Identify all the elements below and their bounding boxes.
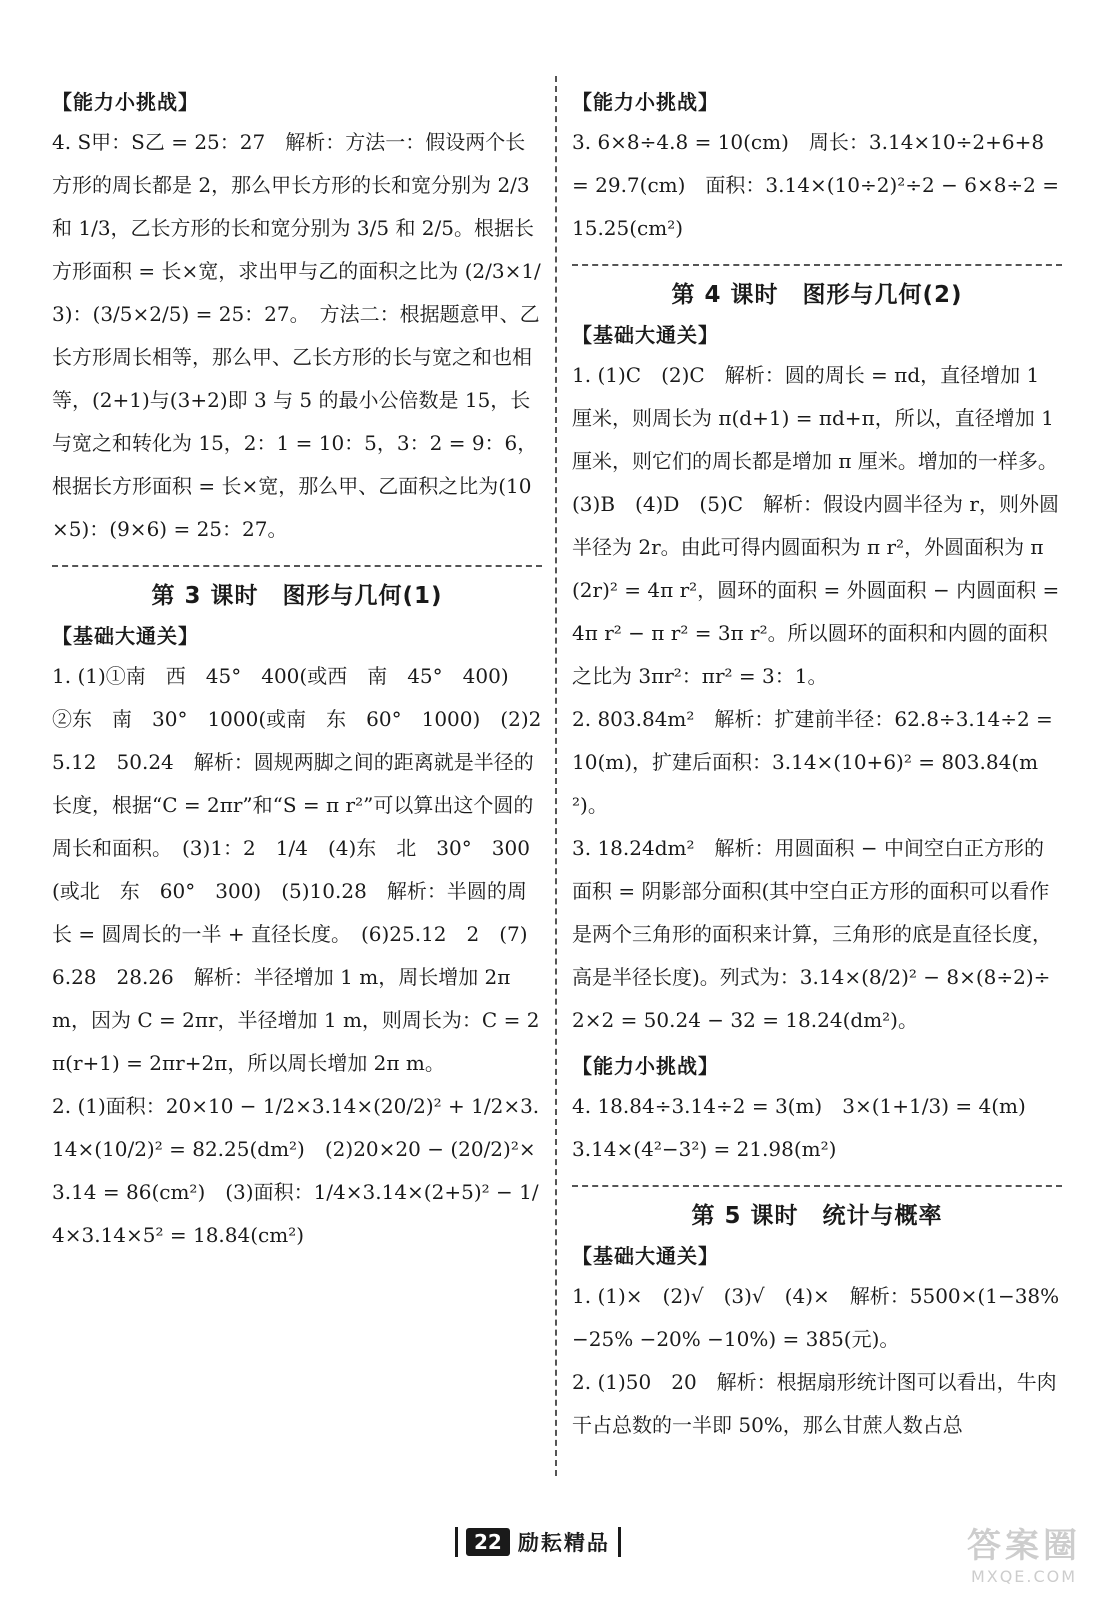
challenge-tag: 【能力小挑战】 [572,90,719,114]
basic-tag: 【基础大通关】 [52,624,199,648]
answer-4: 4. S甲：S乙 = 25：27 解析：方法一：假设两个长方形的周长都是 2，那么甲长方形的长和宽分别为 2/3 和 1/3，乙长方形的长和宽分别为 3/5 和 2/5。根据长方形面积 = 长×宽，求出甲与乙的面积之比为 (2/3×1/3)：(3/5×2/5) = 25：27。 方法二：根据题意甲、乙长方形周长相等，那么甲、乙长方形的长与宽之和也相等，(2+1)与(3+2)即 3 与 5 的最小公倍数是 15，长与宽之和转化为 15，2：1 = 10：5，3：2 = 9：6，根据长方形面积 = 长×宽，那么甲、乙面积之比为(10×5)：(9×6) = 25：27。 [52,130,541,541]
answer-1: 1. (1)C (2)C 解析：圆的周长 = πd，直径增加 1 厘米，则周长为 π(d+1) = πd+π，所以，直径增加 1 厘米，则它们的周长都是增加 π 厘米。增加的一样多。 (3)B (4)D (5)C 解析：假设内圆半径为 r，则外圆半径为 2r。由此可得内圆面积为 π r²，外圆面积为 π(2r)² = 4π r²，圆环的面积 = 外圆面积 − 内圆面积 = 4π r² − π r² = 3π r²。所以圆环的面积和内圆的面积之比为 3πr²：πr² = 3：1。 [572,363,1068,688]
watermark-url: MXQE.COM [970,1567,1078,1586]
lesson-3-title: 第 3 课时 图形与几何(1) [151,583,443,609]
right-column [572,78,1068,1447]
answer-2: 2. (1)面积：20×10 − 1/2×3.14×(20/2)² + 1/2×3.14×(10/2)² = 82.25(dm²) (2)20×20 − (20/2)²×3.14 = 86(cm²) (3)面积：1/4×3.14×(2+5)² − 1/4×3.14×5² = 18.84(cm²) [52,1094,540,1247]
challenge-tag: 【能力小挑战】 [572,1054,719,1078]
footer-bar [618,1527,621,1557]
challenge-tag: 【能力小挑战】 [52,90,199,114]
answer-1: 1. (1)①南 西 45° 400(或西 南 45° 400) ②东 南 30° 1000(或南 东 60° 1000) (2)25.12 50.24 解析：圆规两脚之间的距离就是半径的长度，根据“C = 2πr”和“S = π r²”可以算出这个圆的周长和面积。 (3)1：2 1/4 (4)东 北 30° 300(或北 东 60° 300) (5)10.28 解析：半圆的周长 = 圆周长的一半 + 直径长度。 (6)25.12 2 (7)6.28 28.26 解析：半径增加 1 m，周长增加 2π m，因为 C = 2πr，半径增加 1 m，则周长为：C = 2π(r+1) = 2πr+2π，所以周长增加 2π m。 [52,664,542,1075]
watermark [949,1518,1099,1590]
answer-3: 3. 18.24dm² 解析：用圆面积 − 中间空白正方形的面积 = 阴影部分面积(其中空白正方形的面积可以看作是两个三角形的面积来计算，三角形的底是直径长度，高是半径长度)。列式为：3.14×(8/2)² − 8×(8÷2)÷2×2 = 50.24 − 32 = 18.24(dm²)。 [572,836,1052,1032]
answer-3: 3. 6×8÷4.8 = 10(cm) 周长：3.14×10÷2+6+8 = 29.7(cm) 面积：3.14×(10÷2)²÷2 − 6×8÷2 = 15.25(cm²) [572,130,1060,240]
basic-tag: 【基础大通关】 [572,1244,719,1268]
answer-1: 1. (1)× (2)√ (3)√ (4)× 解析：5500×(1−38% −25% −20% −10%) = 385(元)。 [572,1284,1060,1351]
answer-2: 2. 803.84m² 解析：扩建前半径：62.8÷3.14÷2 = 10(m)，扩建后面积：3.14×(10+6)² = 803.84(m²)。 [572,707,1053,817]
basic-tag: 【基础大通关】 [572,323,719,347]
footer-bar [455,1527,458,1557]
lesson-4-title: 第 4 课时 图形与几何(2) [671,282,963,308]
watermark-text: 答案圈 [967,1526,1081,1566]
column-divider [555,76,557,1476]
answer-4: 4. 18.84÷3.14÷2 = 3(m) 3×(1+1/3) = 4(m) 3.14×(4²−3²) = 21.98(m²) [572,1094,1046,1161]
section-divider [52,565,542,567]
page-number: 22 [466,1528,510,1556]
page-footer [455,1524,621,1560]
section-divider [572,1185,1062,1187]
left-column [52,78,542,1257]
section-divider [572,264,1062,266]
brand-name: 励耘精品 [517,1531,610,1555]
answer-2: 2. (1)50 20 解析：根据扇形统计图可以看出，牛肉干占总数的一半即 50%，那么甘蔗人数占总 [572,1370,1057,1437]
lesson-5-title: 第 5 课时 统计与概率 [691,1203,943,1229]
